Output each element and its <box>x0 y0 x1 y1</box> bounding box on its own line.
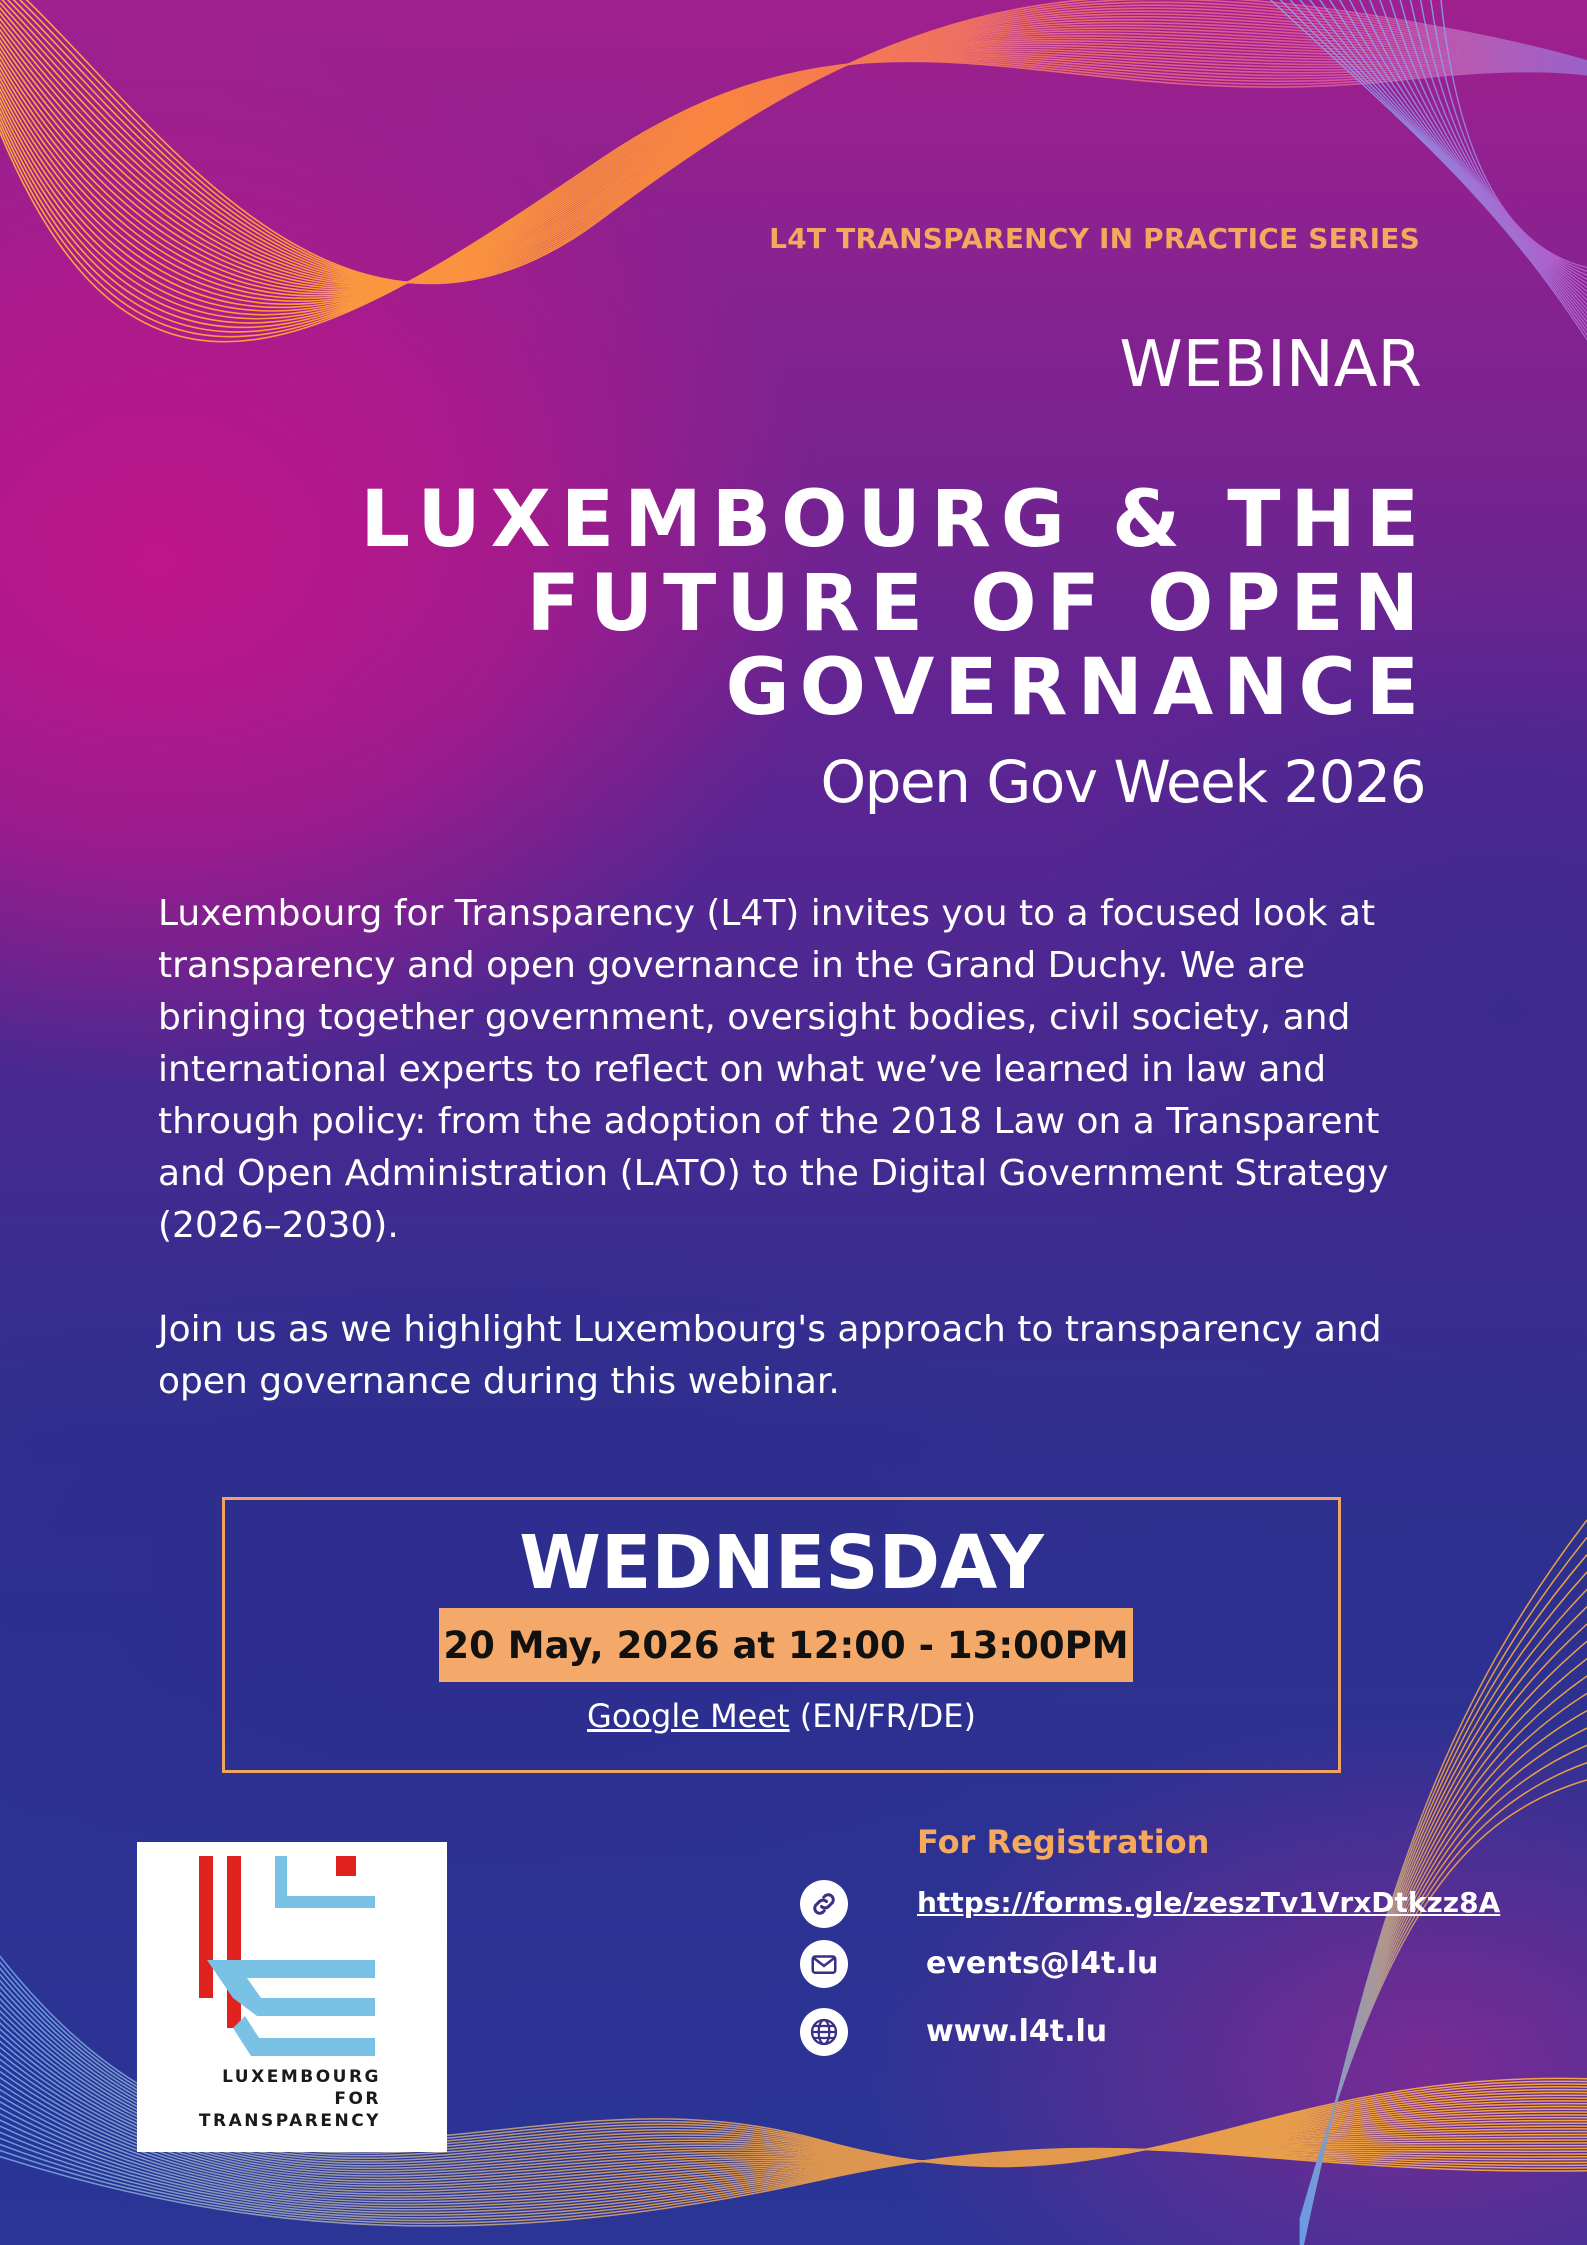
google-meet-link[interactable]: Google Meet <box>587 1697 790 1735</box>
email-row[interactable] <box>800 1940 1159 1988</box>
contact-email[interactable]: events@l4t.lu <box>926 1946 1159 1981</box>
description-paragraph: Luxembourg for Transparency (L4T) invites you to a focused look at transparency and open governance in the Grand Duchy. We are bringing together government, oversight bodies, civil society, and international experts to reflect on what we’ve learned in law and through policy: from the adoption of the 2018 Law on a Transparent and Open Administration (LATO) to the Digital Government Strategy (2026–2030). <box>158 893 1389 1246</box>
series-label: L4T TRANSPARENCY IN PRACTICE SERIES <box>769 222 1420 255</box>
mail-icon <box>800 1940 848 1988</box>
event-day: WEDNESDAY <box>519 1520 1044 1606</box>
website-url[interactable]: www.l4t.lu <box>926 2014 1108 2049</box>
website-row[interactable] <box>800 2008 1108 2056</box>
event-languages: (EN/FR/DE) <box>799 1697 976 1735</box>
page-title <box>279 475 1429 733</box>
event-date-time: 20 May, 2026 at 12:00 - 13:00PM <box>439 1608 1133 1682</box>
event-type: WEBINAR <box>1119 328 1422 402</box>
logo-line: TRANSPARENCY <box>198 2111 381 2131</box>
title-line: GOVERNANCE <box>725 643 1429 733</box>
event-details-box <box>222 1497 1341 1773</box>
l4t-logo <box>137 1842 447 2152</box>
description-paragraph: Join us as we highlight Luxembourg's approach to transparency and open governance during this webinar. <box>158 1309 1382 1402</box>
globe-icon <box>800 2008 848 2056</box>
page-subtitle: Open Gov Week 2026 <box>820 748 1425 816</box>
logo-line: LUXEMBOURG <box>222 2067 381 2087</box>
logo-wordmark <box>199 2066 381 2132</box>
title-line: LUXEMBOURG & THE <box>360 475 1429 565</box>
registration-heading: For Registration <box>917 1823 1210 1861</box>
logo-line: FOR <box>334 2089 381 2109</box>
title-line: FUTURE OF OPEN <box>526 559 1429 649</box>
registration-link-row[interactable] <box>800 1880 1501 1928</box>
event-platform <box>225 1697 1338 1735</box>
link-icon <box>800 1880 848 1928</box>
description <box>158 888 1438 1408</box>
registration-url[interactable]: https://forms.gle/zeszTv1VrxDtkzz8A <box>917 1886 1501 1919</box>
